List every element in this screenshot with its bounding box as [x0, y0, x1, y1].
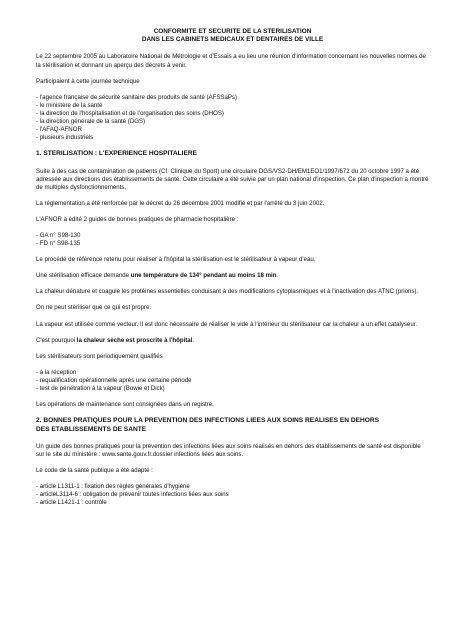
- list-item: - la direction générale de la santé (DGS): [36, 117, 146, 125]
- list-item: - article L1421-1 : contrôle: [36, 499, 107, 507]
- qualification-list: [36, 369, 429, 393]
- section-1-paragraph: La vapeur est utilisée comme vecteur. Il est donc nécessaire de réaliser le vide à l'intérieur du stérilisateur car la chaleur a un effet catalyseur.: [36, 320, 418, 328]
- temperature-paragraph: [36, 272, 429, 280]
- participants-label: Participaient à cette journée technique: [36, 77, 140, 85]
- section-1-paragraph: Suite à des cas de contamination de patients (Cf. Clinique du Sport) une circulaire DGS/VS2-DH/EM1EO1/1997/672 du 20 octobre 1997 a été adressée aux directions des établissements de santé. Cette circulaire a été suivie par un plan national d'inspection. Ce plan d'inspection a montré de multiples dysfonctionnements.: [36, 167, 429, 191]
- section-2-paragraph: Un guide des bonnes pratiques pour la prévention des infections liées aux soins réalisés en dehors des établissements de santé est disponible sur le site du ministère : www.sante.gouv.fr.dossier infections liées aux soins.: [36, 442, 421, 458]
- text-span: .: [276, 272, 279, 280]
- intro-paragraph: Le 22 septembre 2005 au Laboratoire National de Métrologie et d'Essais a eu lieu une réunion d'information concernant les nouvelles normes de la stérilisation et donnant un aperçu des décrets à venir.: [36, 53, 426, 69]
- list-item: - le ministère de la santé: [36, 101, 103, 109]
- bold-span: une température de 134° pendant au moins 18 min: [130, 272, 277, 280]
- section-1-paragraph: Le procédé de référence retenu pour réaliser à l'hôpital la stérilisation est le stérilisateur à vapeur d'eau.: [36, 256, 316, 264]
- list-item: - plusieurs industriels: [36, 134, 94, 142]
- section-1-paragraph: Les opérations de maintenance sont consignées dans un registre.: [36, 401, 214, 409]
- section-2-paragraph: Le code de la santé publique a été adapté :: [36, 467, 153, 475]
- list-item: - test de pénétration à la vapeur (Bowie et Dick): [36, 385, 165, 393]
- text-span: .: [192, 336, 195, 344]
- list-item: - la direction de l'hospitalisation et de l'organisation des soins (DHOS): [36, 109, 224, 117]
- heading-line: 2. BONNES PRATIQUES POUR LA PREVENTION DES INFECTIONS LIEES AUX SOINS REALISES EN DEHORS: [36, 417, 380, 425]
- list-item: - requalification opérationnelle après une certaine période: [36, 376, 192, 384]
- section-1-paragraph: La chaleur dénature et coagule les protéines essentielles conduisant à des modifications cytoplasmiques et à l'inactivation des ATNC (prions).: [36, 288, 419, 296]
- list-item: - FD n° S98-135: [36, 240, 81, 248]
- section-1-paragraph: L'AFNOR a édité 2 guides de bonnes pratiques de pharmacie hospitalière :: [36, 215, 239, 223]
- title-line-1: CONFORMITE ET SECURITE DE LA STERILISATION: [153, 28, 312, 35]
- list-item: - l'AFAQ-AFNOR: [36, 126, 82, 134]
- list-item: - article L1311-1 : fixation des règles générales d'hygiène: [36, 483, 190, 491]
- section-1-paragraph: La réglementation a été renforcée par le décret du 26 décembre 2001 modifié et par l'arrêté du 3 juin 2002.: [36, 199, 325, 207]
- title-line-2: DANS LES CABINETS MEDICAUX ET DENTAIRES DE VILLE: [141, 36, 324, 44]
- document-title: [36, 28, 429, 44]
- bold-span: la chaleur sèche est proscrite à l'hôpital: [76, 336, 193, 344]
- section-1-paragraph: Les stérilisateurs sont périodiquement qualifiés: [36, 352, 163, 360]
- text-span: Une stérilisation efficace demande: [36, 272, 131, 280]
- dry-heat-paragraph: [36, 337, 429, 345]
- list-item: - articleL3114-6 : obligation de prévenir toutes infections liées aux soins: [36, 491, 229, 499]
- list-item: - GA n° S98-130: [36, 232, 81, 240]
- list-item: - à la réception: [36, 368, 77, 376]
- section-2-heading: [36, 417, 429, 434]
- participants-list: [36, 94, 429, 143]
- guides-list: [36, 232, 429, 248]
- section-1-heading: 1. STERILISATION : L'EXPERIENCE HOSPITALIERE: [36, 150, 198, 158]
- list-item: - l'agence française de sécurité sanitaire des produits de santé (AFSSaPs): [36, 93, 238, 101]
- section-1-paragraph: On ne peut stériliser que ce qui est propre.: [36, 304, 152, 312]
- articles-list: [36, 483, 429, 507]
- heading-line: DES ETABLISSEMENTS DE SANTE: [36, 425, 147, 433]
- text-span: C'est pourquoi: [36, 336, 77, 344]
